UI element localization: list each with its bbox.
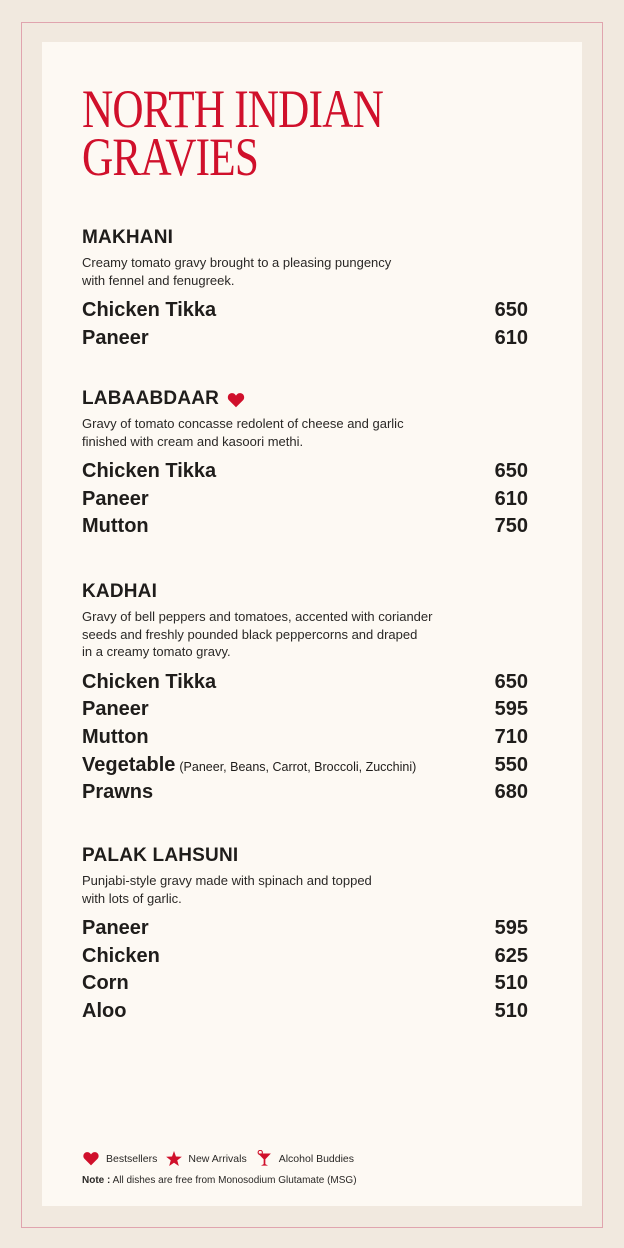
- section-title: MAKHANI: [82, 227, 174, 248]
- item-price: 650: [494, 299, 528, 321]
- menu-item[interactable]: [82, 752, 528, 780]
- item-name: Paneer: [82, 487, 149, 510]
- heart-icon: [227, 391, 245, 407]
- item-name: Aloo: [82, 1000, 127, 1023]
- item-name: Paneer: [82, 326, 149, 349]
- item-price: 680: [494, 781, 528, 804]
- item-name-with-note: [82, 752, 416, 782]
- item-name: Mutton: [82, 725, 149, 748]
- item-price: 610: [494, 487, 528, 510]
- section-kadhai: [82, 580, 528, 807]
- section-description: [82, 608, 502, 661]
- item-price: 510: [494, 1000, 528, 1023]
- section-description: [82, 872, 482, 907]
- item-name: Chicken Tikka: [82, 460, 217, 482]
- section-heading: [82, 226, 528, 250]
- note-label: Note :: [82, 1175, 111, 1186]
- description-line: seeds and freshly pounded black peppercorns and draped: [82, 626, 418, 642]
- description-line: Gravy of bell peppers and tomatoes, accented with coriander: [82, 609, 433, 624]
- title-line-1: NORTH INDIAN: [82, 79, 383, 139]
- legend-label: New Arrivals: [188, 1152, 247, 1165]
- note-text: All dishes are free from Monosodium Glutamate (MSG): [110, 1175, 357, 1186]
- menu-item[interactable]: [82, 297, 528, 325]
- section-heading: [82, 387, 528, 411]
- description-line: with lots of garlic.: [82, 890, 182, 906]
- item-list: [82, 669, 528, 807]
- star-icon: [166, 1151, 182, 1166]
- item-price: 710: [494, 725, 528, 748]
- section-title: KADHAI: [82, 581, 158, 602]
- item-note: (Paneer, Beans, Carrot, Broccoli, Zucchini): [179, 759, 417, 774]
- section-makhani: [82, 226, 528, 352]
- cocktail-icon: [256, 1150, 273, 1167]
- legend-item-alcohol-buddies: [256, 1150, 354, 1167]
- menu-panel: [42, 42, 582, 1206]
- description-line: Creamy tomato gravy brought to a pleasing pungency: [82, 255, 392, 270]
- item-name: Chicken Tikka: [82, 299, 217, 321]
- section-heading: [82, 580, 528, 604]
- section-heading: [82, 844, 528, 868]
- menu-item[interactable]: [82, 970, 528, 998]
- menu-item[interactable]: [82, 669, 528, 697]
- item-price: 610: [494, 326, 528, 349]
- item-name: Paneer: [82, 917, 149, 939]
- item-name: Corn: [82, 972, 129, 995]
- item-list: [82, 297, 528, 352]
- item-price: 550: [494, 753, 528, 776]
- item-name: Prawns: [82, 781, 154, 804]
- section-title: PALAK LAHSUNI: [82, 845, 239, 866]
- msg-note: [82, 1175, 357, 1186]
- section-description: [82, 254, 482, 289]
- legend-item-new-arrivals: [166, 1151, 246, 1166]
- section-description: [82, 415, 482, 450]
- menu-item[interactable]: [82, 696, 528, 724]
- item-price: 595: [494, 698, 528, 721]
- item-price: 625: [494, 944, 528, 967]
- menu-item[interactable]: [82, 724, 528, 752]
- menu-item[interactable]: [82, 998, 528, 1026]
- menu-item[interactable]: [82, 325, 528, 353]
- item-price: 595: [494, 917, 528, 939]
- description-line: in a creamy tomato gravy.: [82, 644, 231, 659]
- description-line: Gravy of tomato concasse redolent of cheese and garlic: [82, 416, 404, 431]
- description-line: finished with cream and kasoori methi.: [82, 433, 304, 449]
- item-name: Mutton: [82, 515, 149, 538]
- section-palak-lahsuni: [82, 844, 528, 1026]
- menu-item[interactable]: [82, 943, 528, 971]
- menu-item[interactable]: [82, 915, 528, 943]
- item-price: 650: [494, 460, 528, 482]
- item-name: Paneer: [82, 698, 149, 721]
- section-title: LABAABDAAR: [82, 388, 220, 409]
- legend: [82, 1150, 363, 1167]
- description-line: Punjabi-style gravy made with spinach and topped: [82, 873, 372, 888]
- legend-item-bestsellers: [82, 1151, 157, 1166]
- item-list: [82, 458, 528, 541]
- menu-item[interactable]: [82, 779, 528, 807]
- item-price: 650: [494, 670, 528, 693]
- legend-label: Bestsellers: [106, 1152, 158, 1165]
- menu-item[interactable]: [82, 458, 528, 486]
- item-name: Chicken Tikka: [82, 670, 217, 693]
- item-price: 750: [494, 515, 528, 538]
- title-line-2: GRAVIES: [82, 127, 259, 187]
- item-list: [82, 915, 528, 1026]
- menu-item[interactable]: [82, 486, 528, 514]
- item-price: 510: [494, 972, 528, 995]
- menu-item[interactable]: [82, 513, 528, 541]
- page-title: [82, 79, 383, 187]
- legend-label: Alcohol Buddies: [278, 1152, 355, 1165]
- description-line: with fennel and fenugreek.: [82, 272, 235, 288]
- section-labaabdaar: [82, 387, 528, 541]
- item-name: Chicken: [82, 944, 160, 967]
- heart-icon: [82, 1151, 100, 1166]
- item-name: Vegetable: [82, 753, 176, 776]
